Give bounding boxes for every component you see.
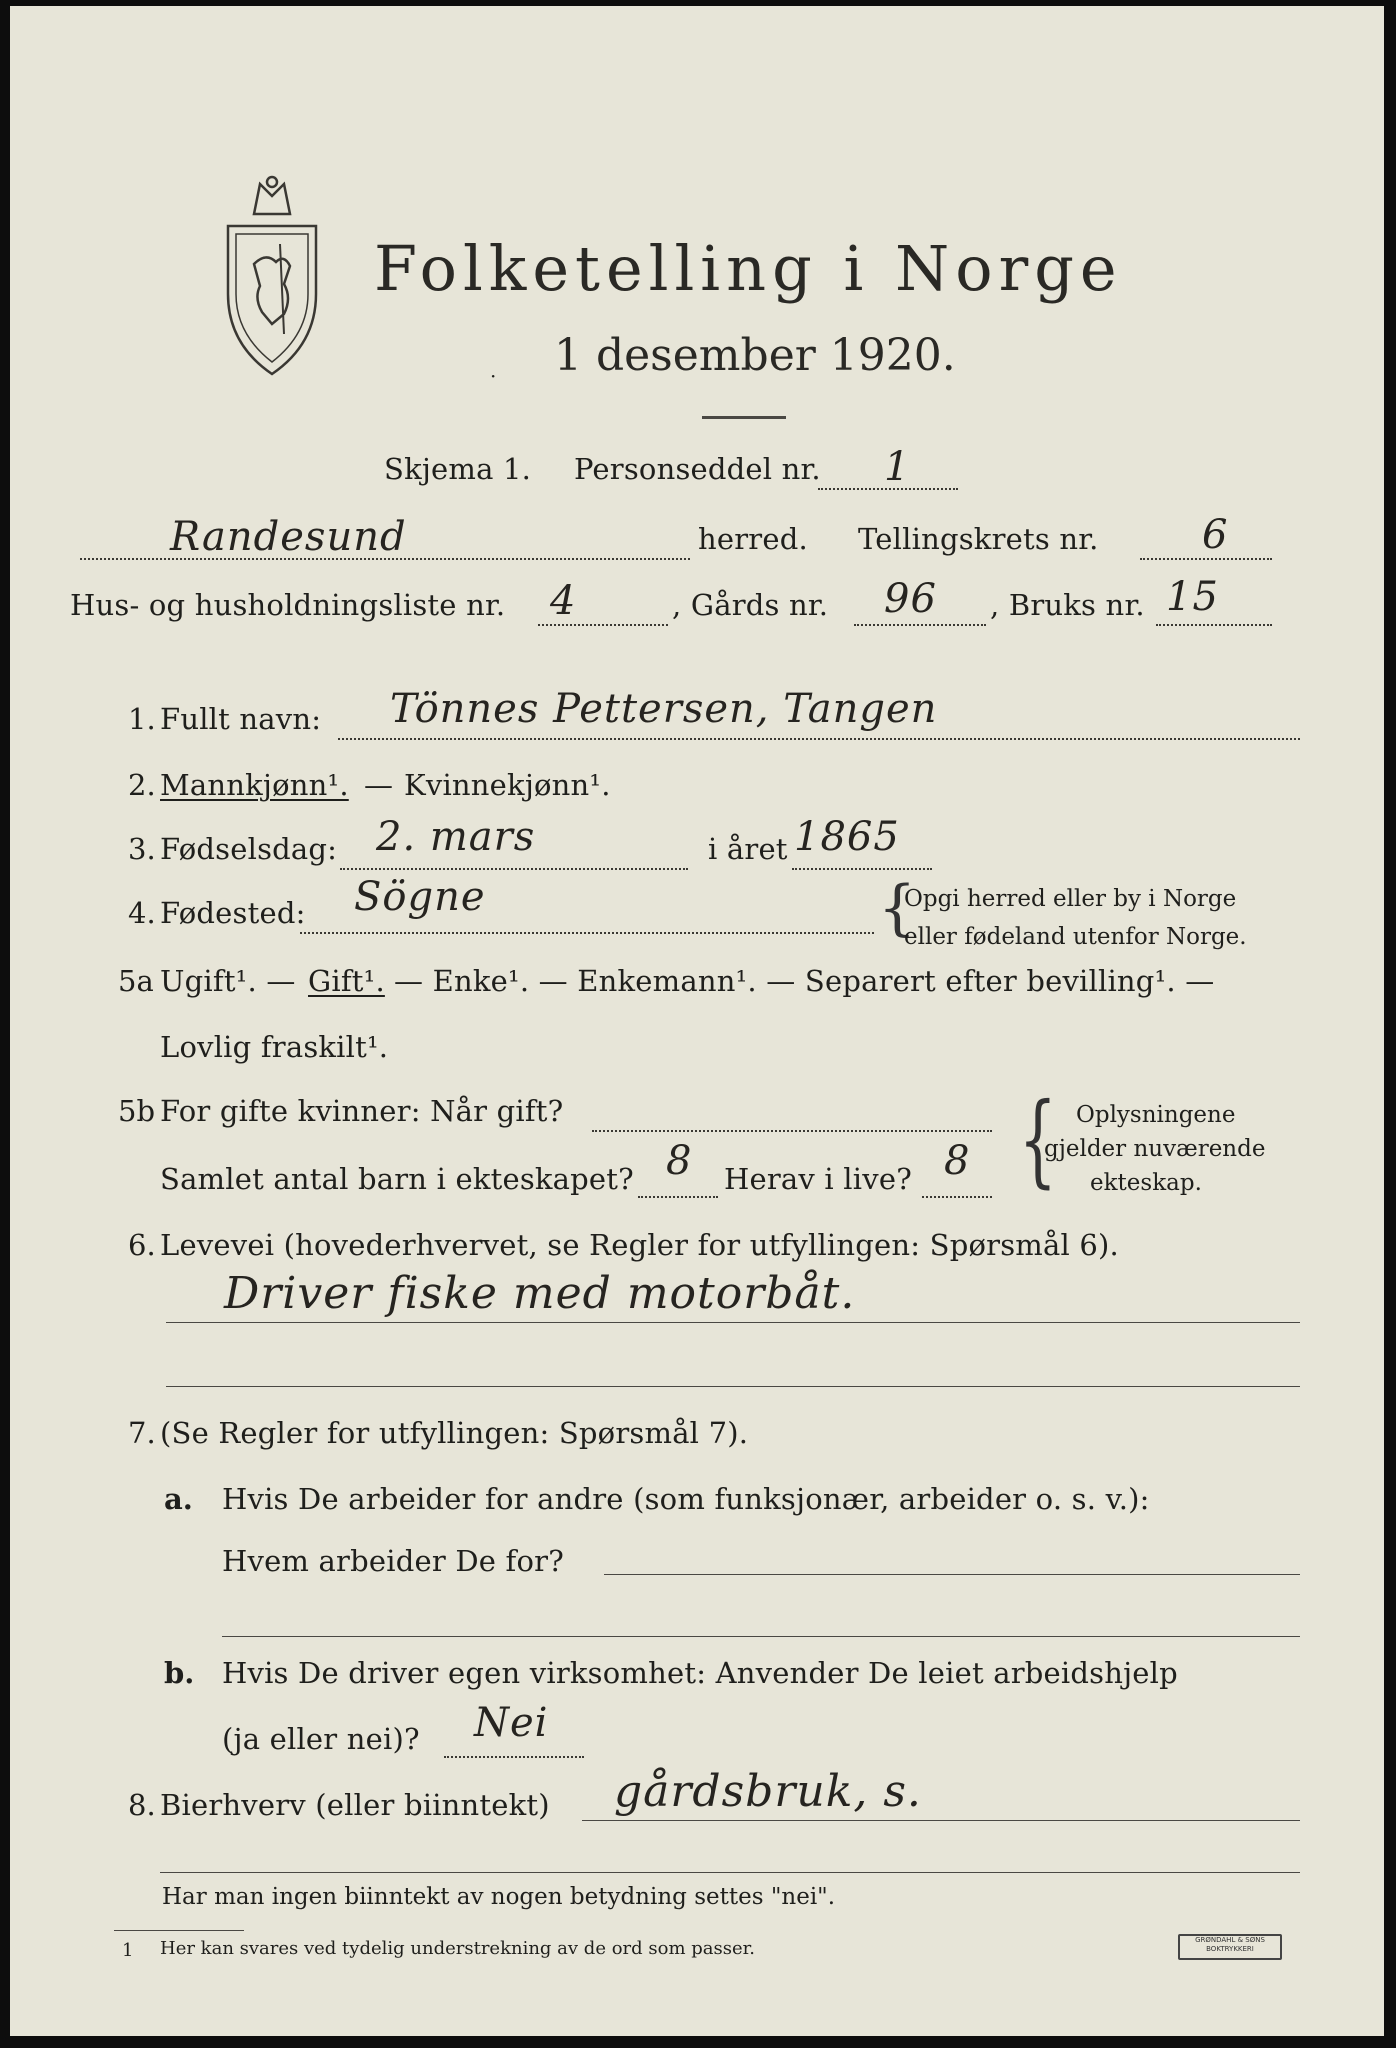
- q7b-text: Hvis De driver egen virksomhet: Anvender De leiet arbeidshjelp: [222, 1656, 1178, 1690]
- husholdning-line: [538, 624, 668, 626]
- herred-value: Randesund: [170, 514, 407, 560]
- footnote-divider: [114, 1930, 244, 1931]
- census-date: 1 desember 1920.: [554, 330, 956, 381]
- footnote-mark: 1: [122, 1940, 134, 1961]
- q5b-line1: [592, 1130, 992, 1132]
- q5b-note-line1: Oplysningene: [1076, 1102, 1236, 1128]
- q6-line1: [166, 1322, 1300, 1323]
- skjema-label: Skjema 1.: [384, 452, 532, 486]
- q5b-label2: Samlet antal barn i ekteskapet?: [160, 1162, 634, 1196]
- q4-note-line2: eller fødeland utenfor Norge.: [904, 924, 1247, 950]
- personseddel-value: 1: [884, 444, 911, 490]
- q6-number: 6.: [128, 1228, 156, 1262]
- q7-label: (Se Regler for utfyllingen: Spørsmål 7).: [160, 1416, 749, 1450]
- q3-day-line: [340, 868, 688, 870]
- bruks-label: , Bruks nr.: [990, 588, 1145, 622]
- q5a-number: 5a: [118, 964, 154, 998]
- q8-label: Bierhverv (eller biinntekt): [160, 1788, 550, 1822]
- q2-female: Kvinnekjønn¹.: [404, 768, 611, 802]
- gards-line: [854, 624, 986, 626]
- q7a-line2: [222, 1636, 1300, 1637]
- q5b-line3: [922, 1196, 992, 1198]
- q5a-line2: Lovlig fraskilt¹.: [160, 1030, 389, 1064]
- gards-label: , Gårds nr.: [672, 588, 829, 622]
- printer-stamp: GRØNDAHL & SØNS BOKTRYKKERI: [1178, 1934, 1282, 1960]
- q8-line2: [160, 1872, 1300, 1873]
- q6-value: Driver fiske med motorbåt.: [224, 1268, 856, 1319]
- q1-label: Fullt navn:: [160, 702, 322, 736]
- q3-year-line: [792, 868, 932, 870]
- form-title: Folketelling i Norge: [374, 232, 1123, 305]
- q4-note-line1: Opgi herred eller by i Norge: [904, 886, 1237, 912]
- q4-line: [300, 932, 874, 934]
- q2-sep: —: [364, 768, 394, 802]
- footnote-text: Her kan svares ved tydelig understrekning av de ord som passer.: [160, 1938, 755, 1959]
- q3-year-value: 1865: [794, 814, 900, 860]
- q5b-brace: {: [1018, 1081, 1057, 1198]
- q1-value: Tönnes Pettersen, Tangen: [390, 686, 938, 732]
- footer-note: Har man ingen biinntekt av nogen betydning settes "nei".: [162, 1884, 836, 1910]
- q4-value: Sögne: [354, 874, 486, 920]
- q5b-value3: 8: [944, 1138, 971, 1184]
- gards-value: 96: [884, 576, 937, 622]
- q8-value: gårdsbruk, s.: [614, 1766, 922, 1817]
- q8-number: 8.: [128, 1788, 156, 1822]
- census-form: [10, 6, 1384, 2036]
- q4-number: 4.: [128, 896, 156, 930]
- q5b-label3: Herav i live?: [724, 1162, 912, 1196]
- q7b-line: [444, 1756, 584, 1758]
- q2-number: 2.: [128, 768, 156, 802]
- tellingskrets-value: 6: [1202, 512, 1229, 558]
- q7b-label: (ja eller nei)?: [222, 1722, 420, 1756]
- q5b-note-line3: ekteskap.: [1090, 1170, 1202, 1196]
- husholdning-label: Hus- og husholdningsliste nr.: [70, 588, 506, 622]
- q7b-value: Nei: [474, 1700, 549, 1746]
- q1-number: 1.: [128, 702, 156, 736]
- q7a-text: Hvis De arbeider for andre (som funksjonær, arbeider o. s. v.):: [222, 1482, 1150, 1516]
- q7a-label: Hvem arbeider De for?: [222, 1544, 564, 1578]
- bruks-line: [1156, 624, 1272, 626]
- q5b-value2: 8: [666, 1138, 693, 1184]
- husholdning-value: 4: [550, 578, 577, 624]
- q2-male: Mannkjønn¹.: [160, 768, 349, 802]
- tellingskrets-line: [1140, 558, 1272, 560]
- q5b-number: 5b: [118, 1094, 156, 1128]
- q6-label: Levevei (hovederhvervet, se Regler for utfyllingen: Spørsmål 6).: [160, 1228, 1119, 1262]
- q3-number: 3.: [128, 832, 156, 866]
- norwegian-coat-of-arms-icon: [214, 174, 330, 380]
- personseddel-label: Personseddel nr.: [574, 452, 821, 486]
- q4-label: Fødested:: [160, 896, 306, 930]
- title-divider: [702, 416, 786, 419]
- q5a-gift: Gift¹.: [308, 964, 385, 998]
- q7-number: 7.: [128, 1416, 156, 1450]
- herred-label: herred.: [698, 522, 808, 556]
- q1-line: [338, 738, 1300, 740]
- q7a-number: a.: [164, 1482, 193, 1516]
- q7b-number: b.: [164, 1656, 195, 1690]
- q3-day-value: 2. mars: [376, 814, 536, 860]
- q5b-label1: For gifte kvinner: Når gift?: [160, 1094, 564, 1128]
- dot-mark: ·: [490, 364, 497, 388]
- q4-brace: {: [878, 873, 917, 943]
- q6-line2: [166, 1386, 1300, 1387]
- q7a-line1: [604, 1574, 1300, 1575]
- q5b-line2: [638, 1196, 718, 1198]
- q5b-note-line2: gjelder nuværende: [1044, 1136, 1266, 1162]
- q5a-ugift: Ugift¹. —: [160, 964, 296, 998]
- q3-year-label: i året: [708, 832, 788, 866]
- q3-label: Fødselsdag:: [160, 832, 338, 866]
- bruks-value: 15: [1166, 574, 1219, 620]
- q5a-rest: — Enke¹. — Enkemann¹. — Separert efter bevilling¹. —: [394, 964, 1215, 998]
- q8-line1: [582, 1820, 1300, 1821]
- tellingskrets-label: Tellingskrets nr.: [858, 522, 1099, 556]
